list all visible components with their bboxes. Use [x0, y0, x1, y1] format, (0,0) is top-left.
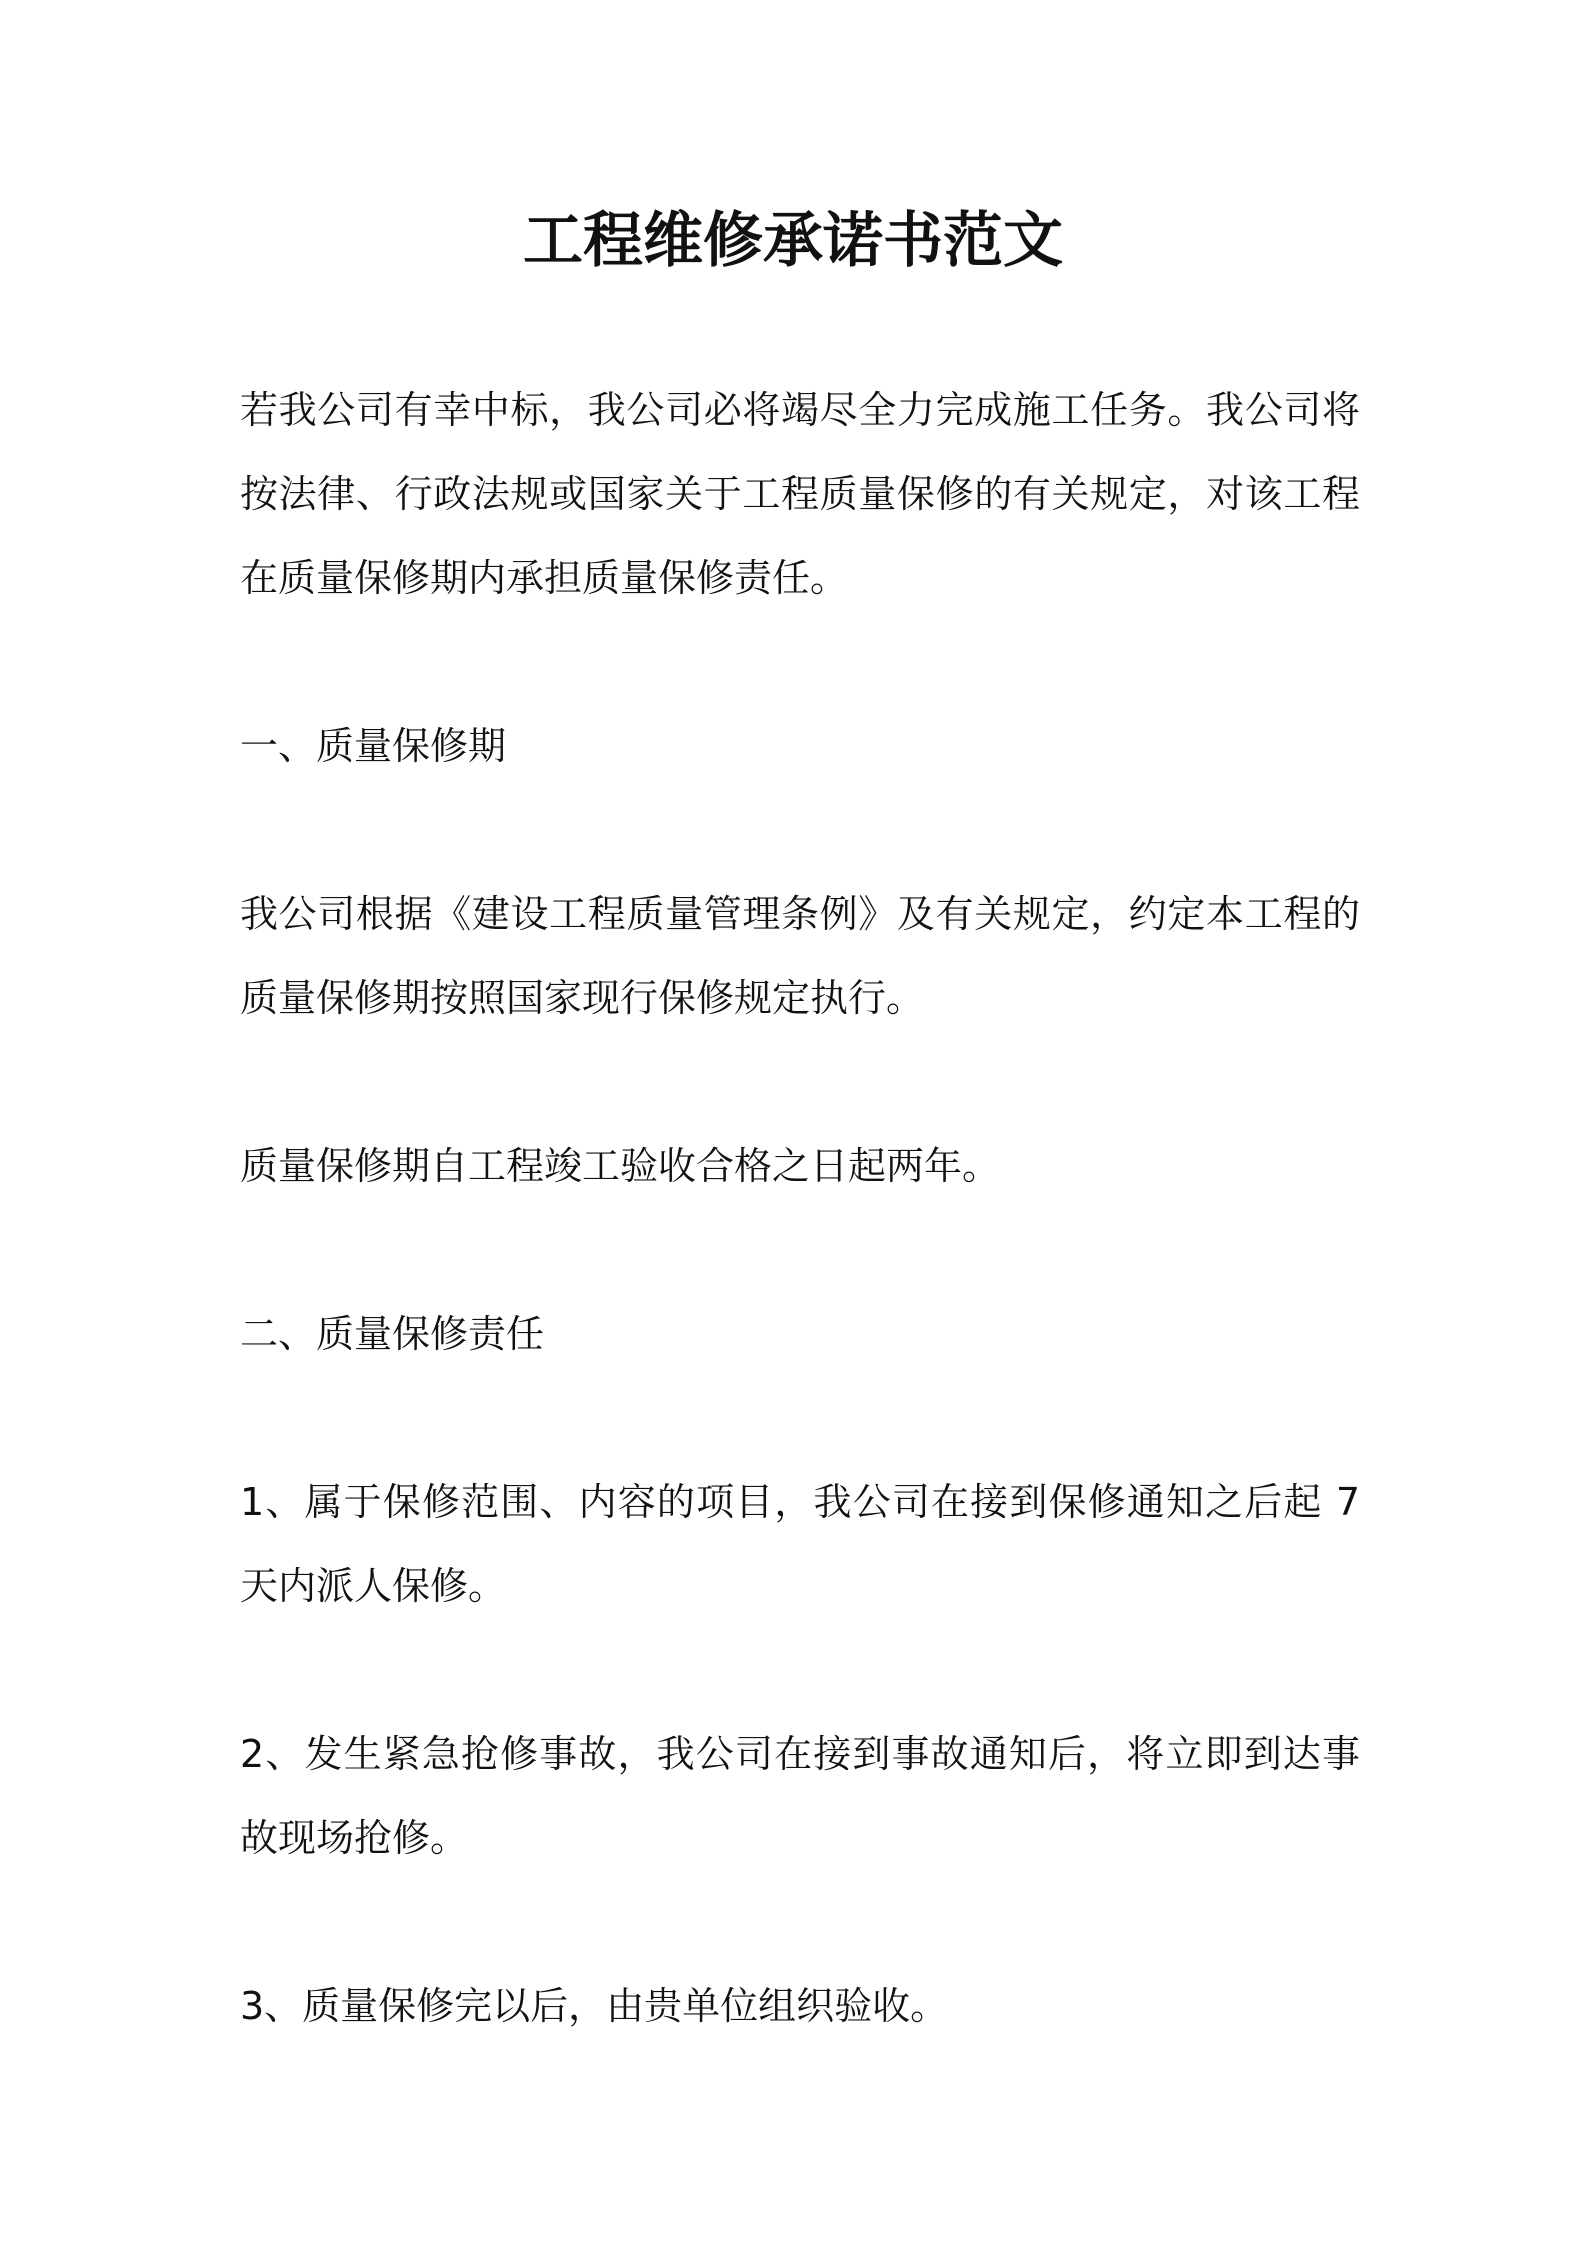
- paragraph-spacer: [240, 788, 1360, 872]
- paragraph-spacer: [240, 1628, 1360, 1712]
- document-title: 工程维修承诺书范文: [523, 206, 1063, 276]
- responsibility-item-1: 1、属于保修范围、内容的项目，我公司在接到保修通知之后起 7 天内派人保修。: [240, 1480, 1360, 1608]
- responsibility-item-3: 3、质量保修完以后，由贵单位组织验收。: [240, 1984, 949, 2028]
- paragraph-spacer: [240, 1040, 1360, 1124]
- section-heading-warranty-period: 一、质量保修期: [240, 724, 507, 768]
- intro-paragraph: 若我公司有幸中标，我公司必将竭尽全力完成施工任务。我公司将按法律、行政法规或国家关于工程质量保修的有关规定，对该工程在质量保修期内承担质量保修责任。: [240, 388, 1360, 600]
- responsibility-item-2: 2、发生紧急抢修事故，我公司在接到事故通知后，将立即到达事故现场抢修。: [240, 1732, 1360, 1860]
- section-heading-warranty-responsibility: 二、质量保修责任: [240, 1312, 545, 1356]
- paragraph-spacer: [240, 620, 1360, 704]
- paragraph-spacer: [240, 1880, 1360, 1964]
- warranty-duration-paragraph: 质量保修期自工程竣工验收合格之日起两年。: [240, 1144, 1001, 1188]
- warranty-period-paragraph: 我公司根据《建设工程质量管理条例》及有关规定，约定本工程的质量保修期按照国家现行保修规定执行。: [240, 892, 1360, 1020]
- document-body: [240, 368, 1360, 2048]
- paragraph-spacer: [240, 1376, 1360, 1460]
- paragraph-spacer: [240, 1208, 1360, 1292]
